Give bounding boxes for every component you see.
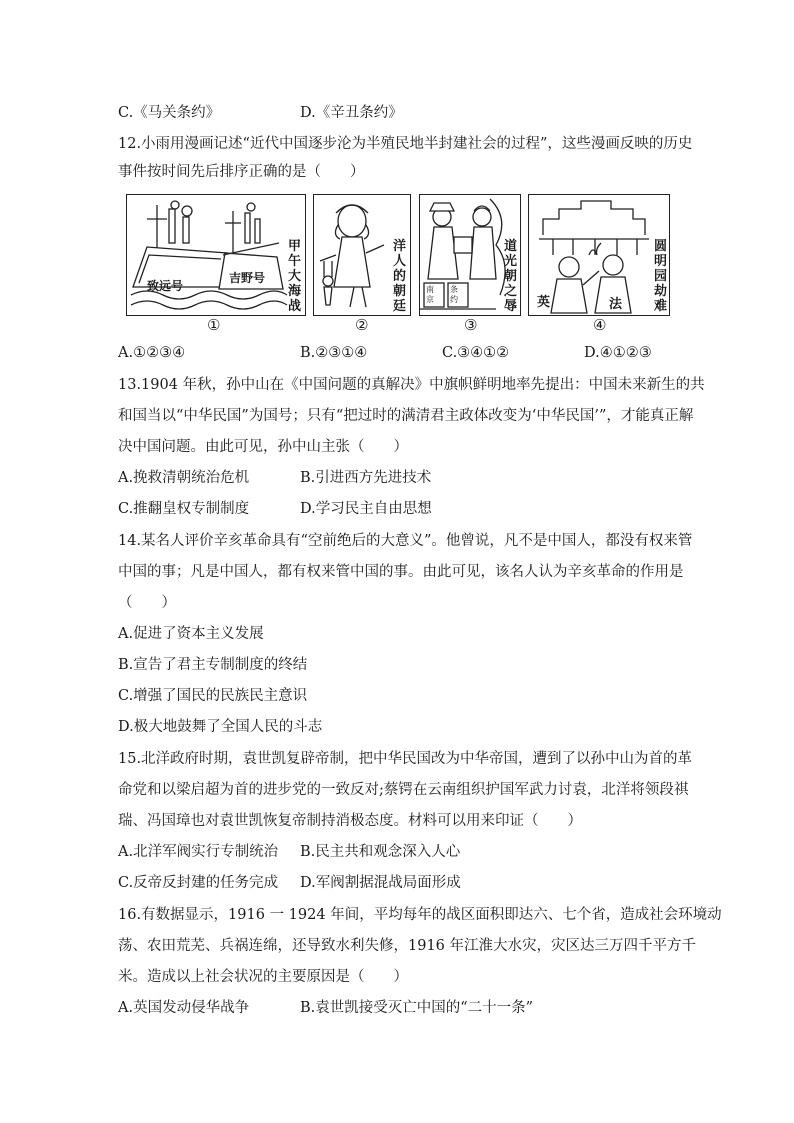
q15-option-d: D.军阀割据混战局面形成	[300, 875, 461, 891]
q16-line3: 米。造成以上社会状况的主要原因是（ ）	[118, 969, 408, 985]
q13-line2: 和国当以“中华民国”为国号；只有“把过时的满清君主政体改变为‘中华民国’”，才能真正解	[118, 408, 694, 424]
q16-line1: 16.有数据显示，1916 一 1924 年间，平均每年的战区面积即达六、七个省，造成社会环境动	[118, 907, 722, 923]
q12-option-c: C.③④①②	[442, 345, 510, 361]
panel-2-number: ②	[355, 316, 369, 334]
q14-line3: （ ）	[118, 595, 176, 611]
q14-line1: 14.某名人评价辛亥革命具有“空前绝后的大意义”。他曾说，凡不是中国人，都没有权来管	[118, 533, 693, 549]
q11-option-d: D.《辛丑条约》	[300, 105, 403, 121]
q14-option-a: A.促进了资本主义发展	[118, 626, 264, 642]
q11-option-c: C.《马关条约》	[118, 105, 221, 121]
q16-option-a: A.英国发动侵华战争	[118, 1000, 250, 1016]
q13-option-d: D.学习民主自由思想	[300, 501, 432, 517]
cartoon-panel-2	[313, 194, 411, 316]
doc-label-treaty: 条约	[450, 285, 458, 304]
doc-label-nanjing: 南京	[426, 285, 434, 304]
q13-option-a: A.挽救清朝统治危机	[118, 470, 250, 486]
panel-4-number: ④	[593, 316, 607, 334]
q15-option-c: C.反帝反封建的任务完成	[118, 875, 279, 891]
q16-option-b: B.袁世凯接受灭亡中国的“二十一条”	[300, 1000, 534, 1016]
q16-line2: 荡、农田荒芜、兵祸连绵，还导致水利失修，1916 年江淮大水灾，灾区达三万四千平方千	[118, 938, 697, 954]
q13-line3: 决中国问题。由此可见，孙中山主张（ ）	[118, 439, 408, 455]
q13-option-c: C.推翻皇权专制制度	[118, 501, 250, 517]
q12-option-d: D.④①②③	[584, 345, 652, 361]
q15-line2: 命党和以梁启超为首的进步党的一致反对;蔡锷在云南组织护国军武力讨袁，北洋将领段祺	[118, 782, 689, 798]
q13-option-b: B.引进西方先进技术	[300, 470, 432, 486]
q13-line1: 13.1904 年秋，孙中山在《中国问题的真解决》中旗帜鲜明地率先提出：中国未来新生的共	[118, 377, 705, 393]
q14-option-b: B.宣告了君主专制制度的终结	[118, 657, 308, 673]
q15-line1: 15.北洋政府时期，袁世凯复辟帝制，把中华民国改为中华帝国，遭到了以孙中山为首的革	[118, 751, 693, 767]
q15-option-b: B.民主共和观念深入人心	[300, 844, 461, 860]
cartoon-panel-4	[528, 194, 670, 316]
q14-line2: 中国的事；凡是中国人，都有权来管中国的事。由此可见，该名人认为辛亥革命的作用是	[118, 564, 684, 580]
q14-option-d: D.极大地鼓舞了全国人民的斗志	[118, 719, 323, 735]
label-britain: 英	[537, 295, 551, 310]
panel-3-number: ③	[464, 316, 478, 334]
cartoon-panel-3	[419, 194, 521, 316]
panel-4-caption: 圆明园劫难	[653, 239, 667, 314]
cartoon-panel-1	[126, 194, 306, 316]
q12-stem-line2: 事件按时间先后排序正确的是（ ）	[118, 164, 365, 180]
panel-1-caption: 甲午大海战	[287, 239, 301, 314]
summer-palace-illustration	[529, 195, 670, 316]
panel-3-caption: 道光朝之辱	[503, 239, 517, 314]
q12-option-a: A.①②③④	[118, 345, 186, 361]
panel-1-number: ①	[207, 316, 221, 334]
ship-label-yoshino: 吉野号	[229, 271, 266, 285]
label-france: 法	[609, 297, 623, 312]
q12-option-b: B.②③①④	[300, 345, 368, 361]
ship-label-zhiyuan: 致远号	[147, 279, 184, 293]
q15-line3: 瑞、冯国璋也对袁世凯恢复帝制持消极态度。材料可以用来印证（ ）	[118, 813, 582, 829]
q14-option-c: C.增强了国民的民族民主意识	[118, 688, 308, 704]
q12-stem-line1: 12.小雨用漫画记述“近代中国逐步沦为半殖民地半封建社会的过程”，这些漫画反映的历史	[118, 136, 693, 152]
naval-battle-illustration	[127, 195, 306, 316]
panel-2-caption: 洋人的朝廷	[392, 239, 406, 314]
q15-option-a: A.北洋军阀实行专制统治	[118, 844, 279, 860]
